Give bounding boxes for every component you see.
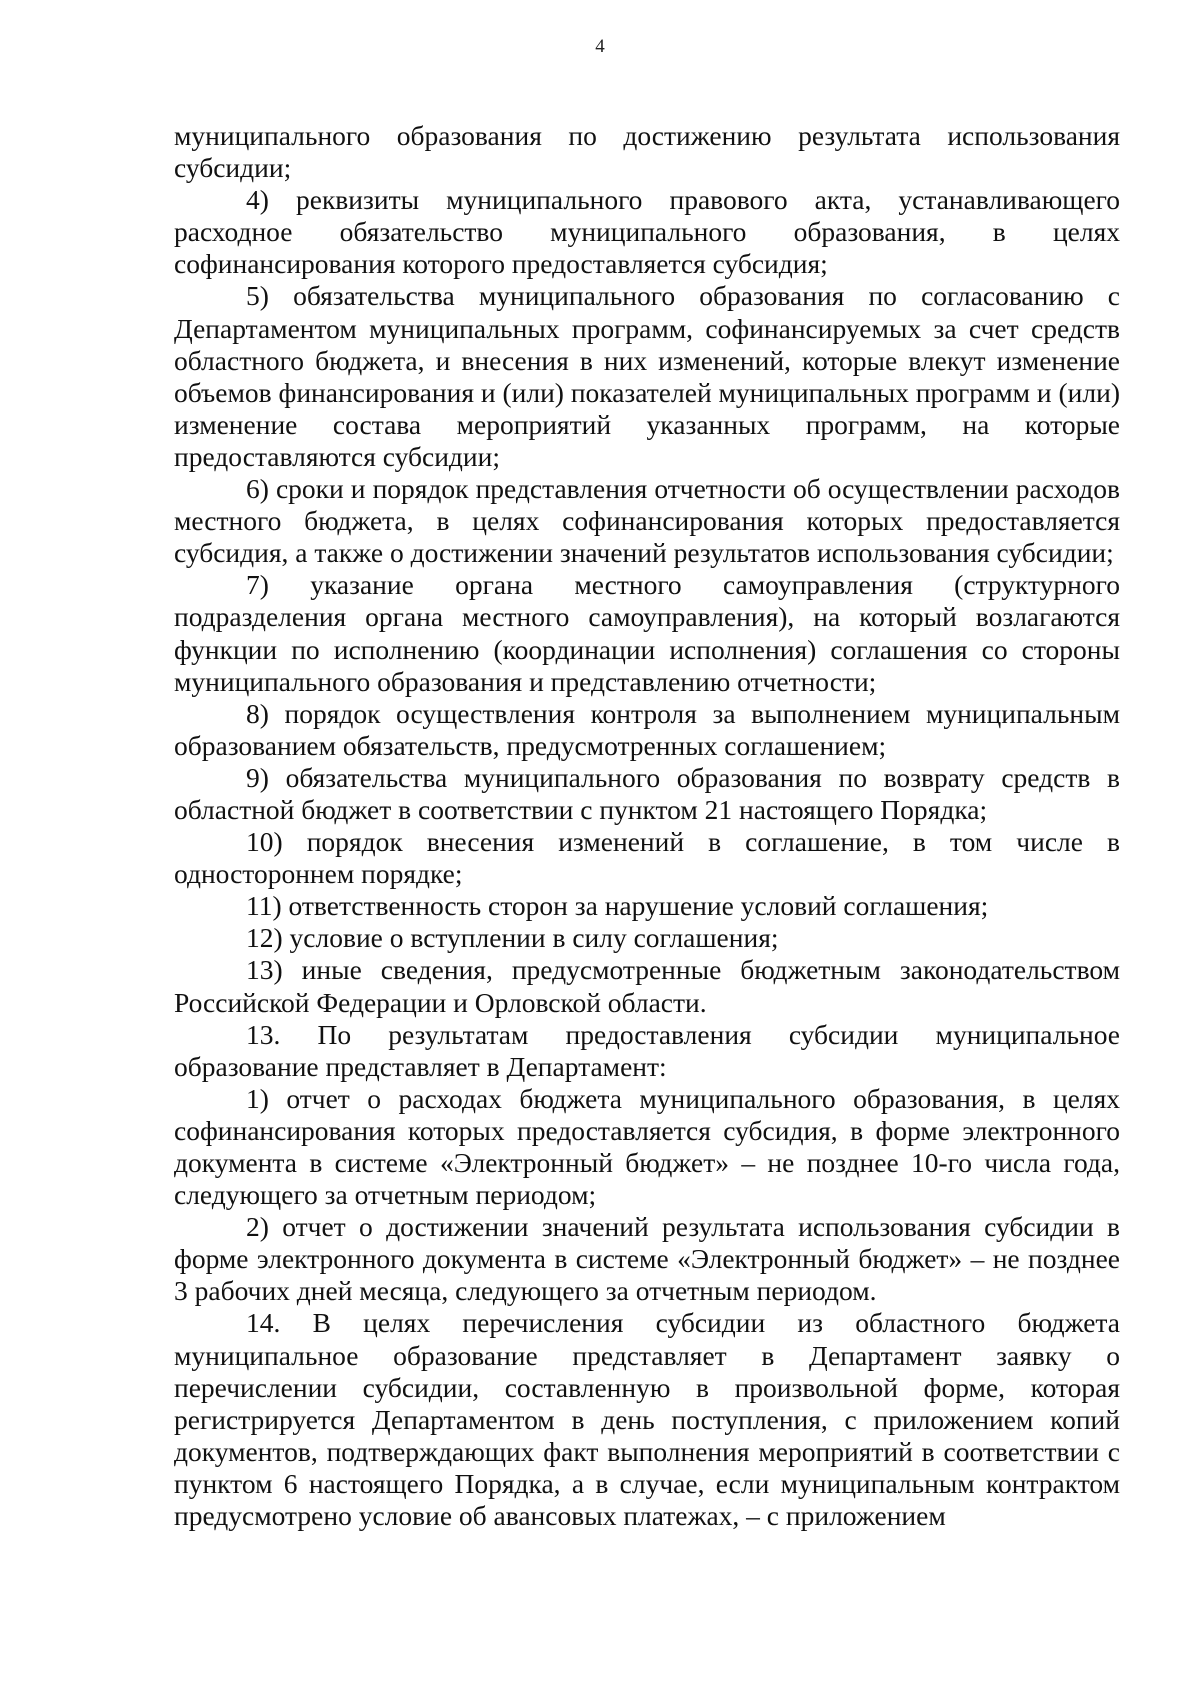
paragraph-item-6: 6) сроки и порядок представления отчетности об осуществлении расходов местного бюджета, в целях софинансирования которых предоставляется субсидия, а также о достижении значений результатов использования субсидии;: [174, 473, 1120, 569]
paragraph-item-4: 4) реквизиты муниципального правового акта, устанавливающего расходное обязательство муниципального образования, в целях софинансирования которого предоставляется субсидия;: [174, 184, 1120, 280]
paragraph-section-13-item-1: 1) отчет о расходах бюджета муниципального образования, в целях софинансирования которых предоставляется субсидия, в форме электронного документа в системе «Электронный бюджет» – не позднее 10-го числа года, следующего за отчетным периодом;: [174, 1082, 1120, 1211]
paragraph-item-11: 11) ответственность сторон за нарушение условий соглашения;: [246, 890, 989, 922]
paragraph-item-5: 5) обязательства муниципального образования по согласованию с Департаментом муниципальных программ, софинансируемых за счет средств областного бюджета, и внесения в них изменений, которые влекут изменение объемов финансирования и (или) показателей муниципальных программ и (или) изменение состава мероприятий указанных программ, на которые предоставляются субсидии;: [174, 280, 1120, 472]
paragraph-section-13: 13. По результатам предоставления субсидии муниципальное образование представляет в Департамент:: [174, 1018, 1120, 1082]
paragraph-continuation: муниципального образования по достижению результата использования субсидии;: [174, 120, 1120, 184]
paragraph-item-8: 8) порядок осуществления контроля за выполнением муниципальным образованием обязательств, предусмотренных соглашением;: [174, 697, 1120, 761]
paragraph-section-14: 14. В целях перечисления субсидии из областного бюджета муниципальное образование представляет в Департамент заявку о перечислении субсидии, составленную в произвольной форме, которая регистрируется Департаментом в день поступления, с приложением копий документов, подтверждающих факт выполнения мероприятий в соответствии с пунктом 6 настоящего Порядка, а в случае, если муниципальным контрактом предусмотрено условие об авансовых платежах, – с приложением: [174, 1307, 1120, 1532]
paragraph-item-13: 13) иные сведения, предусмотренные бюджетным законодательством Российской Федерации и Орловской области.: [174, 954, 1120, 1018]
paragraph-item-9: 9) обязательства муниципального образования по возврату средств в областной бюджет в соответствии с пунктом 21 настоящего Порядка;: [174, 761, 1120, 825]
paragraph-item-7: 7) указание органа местного самоуправления (структурного подразделения органа местного самоуправления), на который возлагаются функции по исполнению (координации исполнения) соглашения со стороны муниципального образования и представлению отчетности;: [174, 569, 1120, 697]
paragraph-section-13-item-2: 2) отчет о достижении значений результата использования субсидии в форме электронного документа в системе «Электронный бюджет» – не позднее 3 рабочих дней месяца, следующего за отчетным периодом.: [174, 1211, 1120, 1307]
document-body: [174, 120, 1120, 1532]
paragraph-item-12: 12) условие о вступлении в силу соглашения;: [246, 922, 779, 954]
paragraph-item-10: 10) порядок внесения изменений в соглашение, в том числе в одностороннем порядке;: [174, 826, 1120, 890]
page-number: 4: [595, 36, 605, 57]
